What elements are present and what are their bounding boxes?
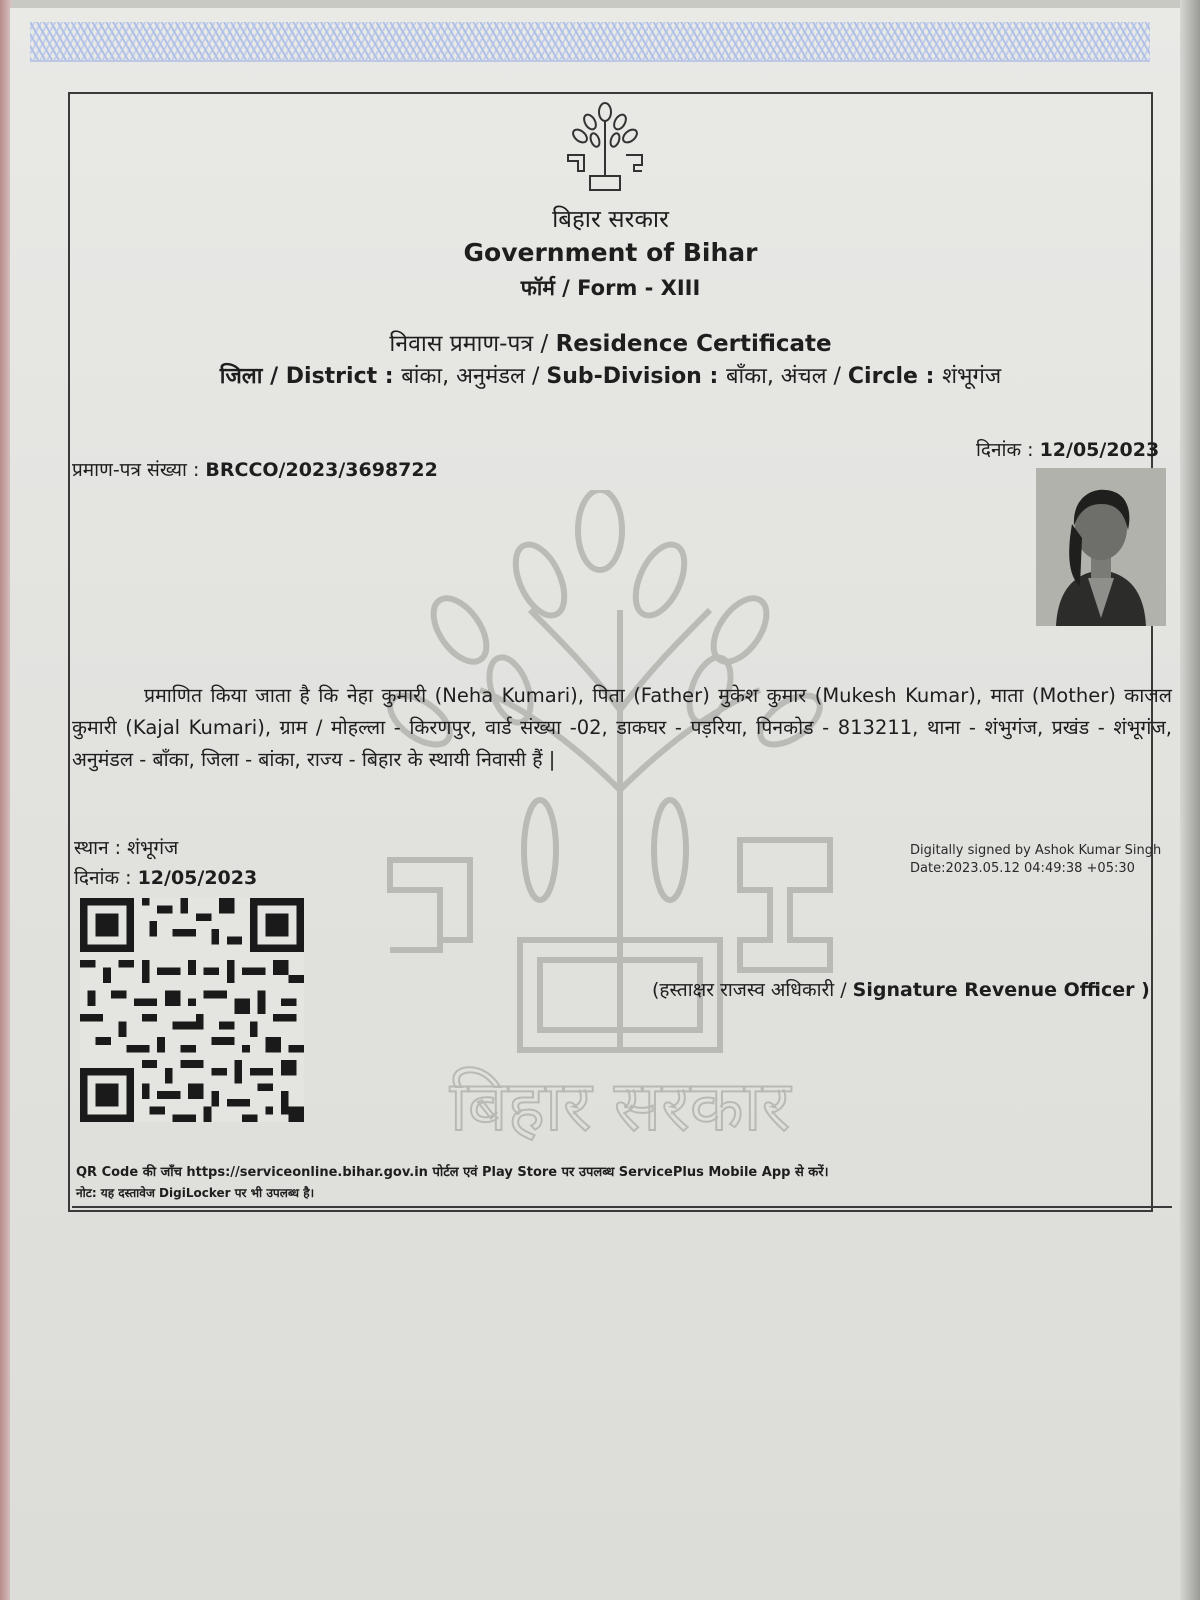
certificate-number (72, 456, 438, 482)
district-line (68, 360, 1153, 390)
digital-signature-date: Date:2023.05.12 04:49:38 +05:30 (910, 861, 1135, 876)
header-title-english: Government of Bihar (463, 238, 758, 267)
district-label: जिला / District : (219, 364, 402, 389)
certificate-date-value: 12/05/2023 (1039, 439, 1160, 461)
subdivision-label: Sub-Division : (546, 364, 726, 389)
bihar-emblem-icon (560, 100, 650, 200)
statement-text: प्रमाणित किया जाता है कि नेहा कुमारी (Neha Kumari), पिता (Father) मुकेश कुमार (Mukesh Kumar), माता (Mother) काजल कुमारी (Kajal Kumari), ग्राम / मोहल्ला - किरणपुर, वार्ड संख्या -02, डाकघर - पड़रिया, पिनकोड - 813211, थाना - शंभुगंज, प्रखंड - शंभूगंज, अनुमंडल - बाँका, जिला - बांका, राज्य - बिहार के स्थायी निवासी हैं | (72, 684, 1172, 771)
issue-place (74, 834, 178, 860)
certificate-title-english: Residence Certificate (555, 331, 832, 357)
header-title-hindi: बिहार सरकार (552, 205, 669, 233)
certificate-number-value: BRCCO/2023/3698722 (205, 459, 438, 481)
applicant-photo (1036, 468, 1166, 626)
signature-label-english: Signature Revenue Officer ) (852, 979, 1150, 1001)
footer-divider (72, 1206, 1172, 1208)
issue-place-value: शंभूगंज (127, 837, 179, 859)
svg-text:बिहार सरकार: बिहार सरकार (449, 1065, 791, 1147)
security-border (30, 22, 1150, 62)
qr-verification-note: QR Code की जाँच https://serviceonline.bihar.gov.in पोर्टल एवं Play Store पर उपलब्ध ServicePlus Mobile App से करें। (76, 1165, 829, 1180)
certificate-date (976, 436, 1159, 462)
district-value: बांका, अनुमंडल / (401, 364, 547, 389)
circle-value: शंभूगंज (942, 364, 1002, 389)
qr-code-icon[interactable] (80, 898, 304, 1122)
bodhi-tree-watermark-icon (380, 490, 860, 1150)
paper-edge-right (1180, 0, 1200, 1600)
certification-statement (72, 680, 1172, 776)
subdivision-value: बाँका, अंचल / (725, 364, 848, 389)
certificate-title-hindi: निवास प्रमाण-पत्र / (389, 331, 556, 357)
form-number: फॉर्म / Form - XIII (520, 276, 701, 300)
digital-signature (910, 842, 1161, 878)
digital-signature-signer: Digitally signed by Ashok Kumar Singh (910, 843, 1162, 858)
issue-date-value: 12/05/2023 (137, 867, 258, 889)
certificate-number-label: प्रमाण-पत्र संख्या : (72, 459, 206, 481)
issue-date (74, 864, 257, 890)
signature-label (652, 976, 1150, 1002)
circle-label: Circle : (847, 364, 943, 389)
certificate-date-label: दिनांक : (976, 439, 1040, 461)
signature-label-hindi: (हस्ताक्षर राजस्व अधिकारी / (652, 979, 853, 1001)
issue-date-label: दिनांक : (74, 867, 138, 889)
issue-place-label: स्थान : (74, 837, 128, 859)
certificate-title (68, 326, 1153, 358)
digilocker-note: नोट: यह दस्तावेज DigiLocker पर भी उपलब्ध है। (76, 1186, 315, 1200)
